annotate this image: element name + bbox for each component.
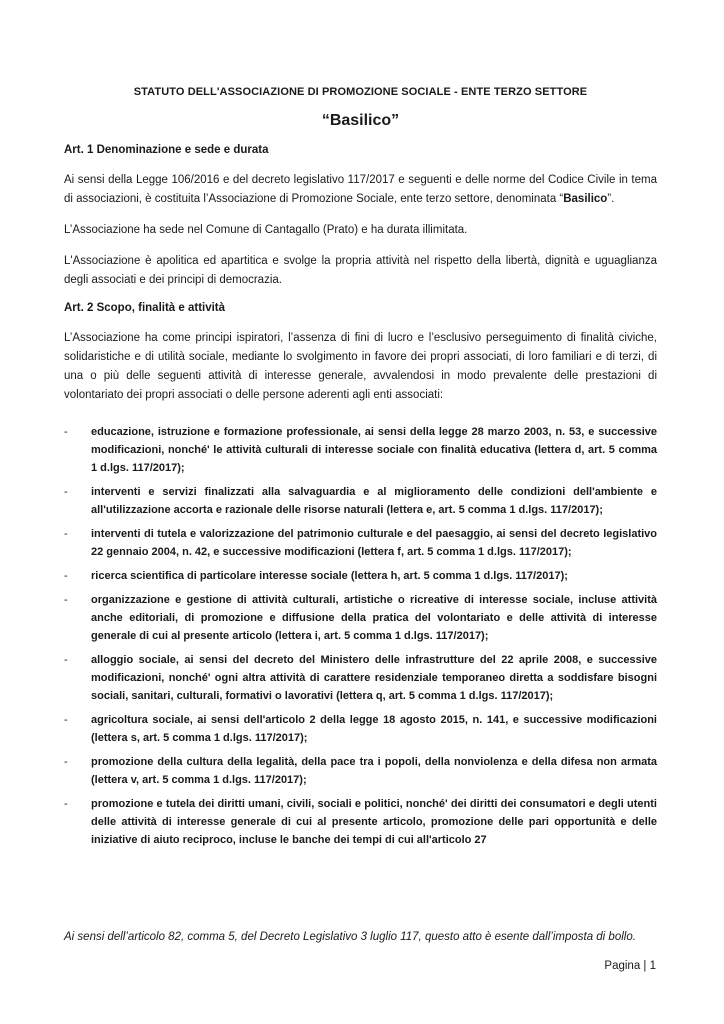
article-1-paragraph-3: L'Associazione è apolitica ed apartitica e svolge la propria attività nel rispetto della libertà, dignità e uguaglianza degli associati e dei principi di democrazia. <box>64 255 657 286</box>
list-item <box>64 483 657 519</box>
list-item <box>64 795 657 849</box>
article-1-paragraph-1 <box>64 171 657 209</box>
document-title: STATUTO DELL'ASSOCIAZIONE DI PROMOZIONE SOCIALE - ENTE TERZO SETTORE <box>133 86 588 98</box>
list-dash: - <box>64 756 68 768</box>
document-subtitle: “Basilico” <box>321 112 400 129</box>
activities-list <box>64 423 657 849</box>
list-item-text: organizzazione e gestione di attività culturali, artistiche o ricreative di interesse sociale, incluse attività anche editoriali, di promozione e diffusione della pratica del volontariato e delle attività di interesse generale di cui al presente articolo (lettera i, art. 5 comma 1 d.lgs. 117/2017); <box>91 594 657 642</box>
article-1-heading: Art. 1 Denominazione e sede e durata <box>64 144 269 156</box>
list-dash: - <box>64 714 68 726</box>
list-dash: - <box>64 654 68 666</box>
document-body <box>64 86 657 855</box>
list-item-text: interventi e servizi finalizzati alla salvaguardia e al miglioramento delle condizioni dell'ambiente e all'utilizzazione accorta e razionale delle risorse naturali (lettera e, art. 5 comma 1 d.lgs. 117/2017); <box>91 486 657 516</box>
list-item <box>64 423 657 477</box>
list-dash: - <box>64 528 68 540</box>
article-2-intro: L’Associazione ha come principi ispiratori, l’assenza di fini di lucro e l’esclusivo perseguimento di finalità civiche, solidaristiche e di utilità sociale, mediante lo svolgimento in favore dei propri associati, di loro familiari e di terzi, di una o più delle seguenti attività di interesse generale, avvalendosi in modo prevalente delle prestazioni di volontariato dei propri associati o delle persone aderenti agli enti associati: <box>64 332 657 401</box>
list-item <box>64 753 657 789</box>
list-item <box>64 525 657 561</box>
article-2-heading: Art. 2 Scopo, finalità e attività <box>64 302 226 314</box>
page-number: Pagina | 1 <box>604 960 656 972</box>
list-item-text: alloggio sociale, ai sensi del decreto del Ministero delle infrastrutture del 22 aprile 2008, e successive modificazioni, nonché' ogni altra attività di carattere residenziale temporaneo diretta a soddisfare bisogni sociali, sanitari, culturali, formativi o lavorativi (lettera q, art. 5 comma 1 d.lgs. 117/2017); <box>91 654 657 702</box>
list-dash: - <box>64 798 68 810</box>
list-item-text: educazione, istruzione e formazione professionale, ai sensi della legge 28 marzo 2003, n. 53, e successive modificazioni, nonché' le attività culturali di interesse sociale con finalità educativa (lettera d, art. 5 comma 1 d.lgs. 117/2017); <box>91 426 657 474</box>
list-item-text: agricoltura sociale, ai sensi dell'articolo 2 della legge 18 agosto 2015, n. 141, e successive modificazioni (lettera s, art. 5 comma 1 d.lgs. 117/2017); <box>91 714 657 744</box>
list-item <box>64 651 657 705</box>
list-item <box>64 711 657 747</box>
stamp-duty-note: Ai sensi dell’articolo 82, comma 5, del Decreto Legislativo 3 luglio 117, questo atto è esente dall’imposta di bollo. <box>64 931 636 943</box>
list-item-text: promozione della cultura della legalità, della pace tra i popoli, della nonviolenza e della difesa non armata (lettera v, art. 5 comma 1 d.lgs. 117/2017); <box>91 756 657 786</box>
list-item <box>64 591 657 645</box>
list-dash: - <box>64 570 68 582</box>
list-item-text: ricerca scientifica di particolare interesse sociale (lettera h, art. 5 comma 1 d.lgs. 117/2017); <box>91 570 568 582</box>
list-dash: - <box>64 486 68 498</box>
article-1-paragraph-1-end: ”. <box>607 193 615 205</box>
article-1-paragraph-2: L’Associazione ha sede nel Comune di Cantagallo (Prato) e ha durata illimitata. <box>64 224 468 236</box>
list-item-text: interventi di tutela e valorizzazione del patrimonio culturale e del paesaggio, ai sensi del decreto legislativo 22 gennaio 2004, n. 42, e successive modificazioni (lettera f, art. 5 comma 1 d.lgs. 117/2017); <box>91 528 657 558</box>
association-name: Basilico <box>563 193 608 205</box>
list-dash: - <box>64 594 68 606</box>
list-item-text: promozione e tutela dei diritti umani, civili, sociali e politici, nonché' dei diritti dei consumatori e degli utenti delle attività di interesse generale di cui al presente articolo, promozione delle pari opportunità e delle iniziative di aiuto reciproco, incluse le banche dei tempi di cui all'articolo 27 <box>91 798 657 846</box>
article-1-paragraph-1-text: Ai sensi della Legge 106/2016 e del decreto legislativo 117/2017 e seguenti e delle norme del Codice Civile in tema di associazioni, è costituita l’Associazione di Promozione Sociale, ente terzo settore, denominata “ <box>64 174 657 205</box>
list-item <box>64 567 657 585</box>
list-dash: - <box>64 426 68 438</box>
